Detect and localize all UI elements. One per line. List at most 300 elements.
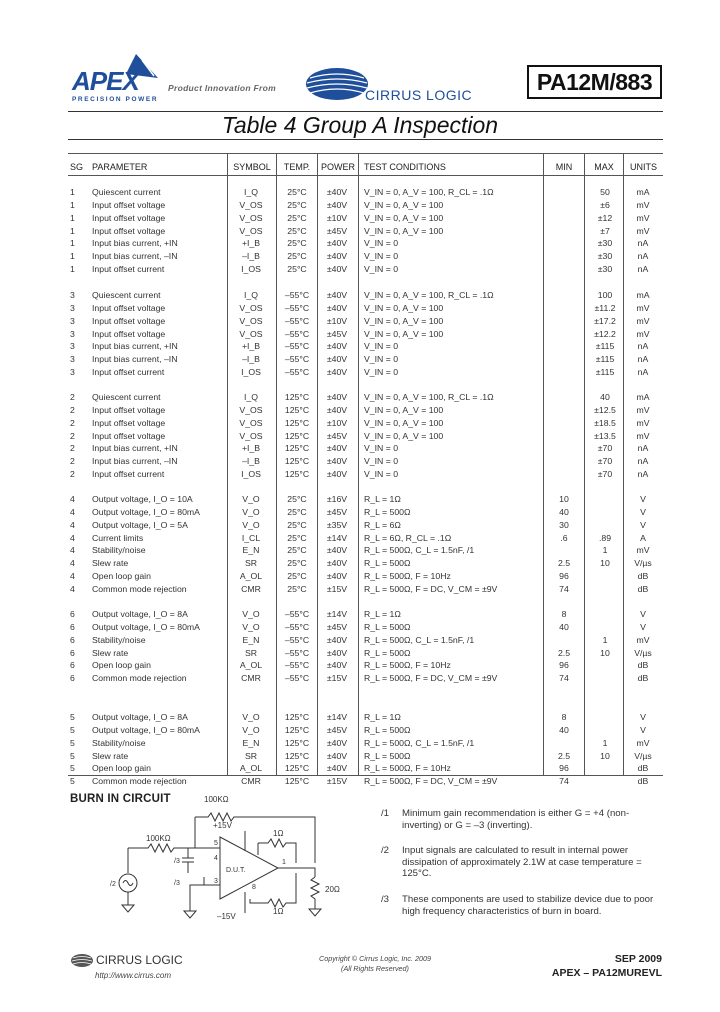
- copyright-line: Copyright © Cirrus Logic, Inc. 2009: [319, 954, 431, 963]
- cell-parameter: Input bias current, –IN: [92, 251, 178, 262]
- cell-sg: 2: [70, 443, 75, 454]
- cell-power: ±40V: [326, 660, 348, 671]
- cell-units: V: [640, 621, 646, 632]
- cell-sg: 2: [70, 456, 75, 467]
- cell-units: dB: [637, 571, 649, 582]
- cell-units: dB: [637, 763, 649, 774]
- table-header-rule: [68, 175, 663, 176]
- cell-power: ±40V: [326, 290, 348, 300]
- table-row: [0, 353, 720, 366]
- cell-symbol: +I_B: [241, 238, 261, 249]
- cell-units: mA: [636, 392, 650, 402]
- cell-test-conditions: R_L = 500Ω, F = 10Hz: [364, 571, 451, 582]
- cell-sg: 5: [70, 737, 75, 748]
- tagline: Product Innovation From: [168, 83, 276, 93]
- cell-sg: 6: [70, 634, 75, 645]
- cell-temp: 25°C: [287, 558, 307, 569]
- cell-parameter: Open loop gain: [92, 763, 151, 774]
- cell-parameter: Input bias current, –IN: [92, 456, 178, 467]
- label-pin3: 3: [214, 878, 218, 885]
- cell-parameter: Input offset voltage: [92, 302, 166, 313]
- part-number: PA12M/883: [527, 65, 662, 99]
- cell-sg: 4: [70, 532, 75, 543]
- cell-power: ±40V: [326, 763, 348, 774]
- label-pin5: 5: [214, 840, 218, 847]
- cell-test-conditions: R_L = 500Ω, F = 10Hz: [364, 763, 451, 774]
- cell-parameter: Common mode rejection: [92, 776, 187, 787]
- label-r-top: 1Ω: [273, 829, 284, 838]
- cell-symbol: V_O: [242, 494, 260, 504]
- table-row: [0, 493, 720, 506]
- cell-power: ±40V: [326, 558, 348, 569]
- cell-test-conditions: R_L = 500Ω: [364, 647, 411, 658]
- table-row: [0, 724, 720, 737]
- label-mark-cap2: /3: [174, 880, 180, 887]
- cell-sg: 1: [70, 225, 75, 236]
- cell-temp: –55°C: [284, 647, 310, 658]
- cell-max: 10: [600, 750, 610, 761]
- cell-parameter: Common mode rejection: [92, 673, 187, 684]
- cell-units: mV: [636, 430, 650, 441]
- footer-cirrus-mark: [70, 953, 94, 968]
- cell-min: 96: [559, 660, 569, 671]
- cell-temp: 25°C: [287, 238, 307, 249]
- cell-parameter: Open loop gain: [92, 660, 151, 671]
- footer-url[interactable]: http://www.cirrus.com: [95, 971, 172, 980]
- cell-max: 100: [597, 290, 613, 300]
- label-r-bottom: 1Ω: [273, 907, 284, 916]
- cell-temp: –55°C: [284, 609, 310, 619]
- cell-power: ±40V: [326, 634, 348, 645]
- cell-sg: 2: [70, 392, 75, 402]
- cell-min: 96: [559, 571, 569, 582]
- footer-copyright: [260, 954, 490, 974]
- header-min: MIN: [555, 162, 573, 172]
- cell-units: mV: [636, 302, 650, 313]
- cell-parameter: Input offset voltage: [92, 199, 166, 210]
- cell-max: ±12: [597, 212, 613, 223]
- cell-units: V: [640, 724, 646, 735]
- cell-temp: –55°C: [284, 315, 310, 326]
- cell-test-conditions: R_L = 500Ω, C_L = 1.5nF, /1: [364, 634, 475, 645]
- label-r-input: 100KΩ: [146, 834, 171, 843]
- label-pin8: 8: [252, 884, 256, 891]
- cell-temp: 125°C: [284, 712, 310, 722]
- cell-symbol: A_OL: [239, 763, 263, 774]
- cell-symbol: V_OS: [239, 315, 263, 326]
- cell-power: ±45V: [326, 328, 348, 339]
- cell-max: ±12.5: [594, 404, 616, 415]
- cell-sg: 1: [70, 199, 75, 210]
- cell-temp: 25°C: [287, 212, 307, 223]
- cell-sg: 6: [70, 673, 75, 684]
- cell-symbol: E_N: [242, 634, 260, 645]
- cell-test-conditions: R_L = 500Ω, F = DC, V_CM = ±9V: [364, 673, 498, 684]
- table-row: [0, 608, 720, 621]
- cell-parameter: Slew rate: [92, 750, 129, 761]
- table-row: [0, 672, 720, 685]
- cell-symbol: A_OL: [239, 660, 263, 671]
- cell-power: ±40V: [326, 443, 348, 454]
- cell-symbol: –I_B: [242, 251, 260, 262]
- cell-sg: 4: [70, 506, 75, 517]
- cell-symbol: I_CL: [241, 532, 261, 543]
- cell-symbol: V_OS: [239, 430, 263, 441]
- cell-symbol: +I_B: [241, 341, 261, 352]
- cell-sg: 3: [70, 302, 75, 313]
- cell-units: mV: [636, 199, 650, 210]
- cell-power: ±40V: [326, 302, 348, 313]
- cell-temp: 25°C: [287, 545, 307, 556]
- cell-max: 10: [600, 558, 610, 569]
- cell-power: ±40V: [326, 199, 348, 210]
- cell-max: 40: [600, 392, 610, 402]
- cell-min: 2.5: [557, 558, 571, 569]
- footer-date: SEP 2009: [614, 953, 662, 965]
- cell-test-conditions: V_IN = 0, A_V = 100, R_CL = .1Ω: [364, 392, 494, 402]
- cell-symbol: CMR: [241, 673, 261, 684]
- cell-units: nA: [637, 456, 649, 467]
- cell-temp: –55°C: [284, 621, 310, 632]
- cell-units: nA: [637, 341, 649, 352]
- cell-test-conditions: V_IN = 0: [364, 456, 399, 467]
- header-test-conditions: TEST CONDITIONS: [364, 162, 446, 172]
- cell-max: 1: [602, 737, 608, 748]
- cell-symbol: A_OL: [239, 571, 263, 582]
- cell-parameter: Quiescent current: [92, 392, 161, 402]
- table-row: [0, 328, 720, 341]
- cell-max: 1: [602, 634, 608, 645]
- note-3-text: These components are used to stabilize device due to poor high frequency characteristics of burn in board.: [402, 894, 654, 917]
- table-row: [0, 340, 720, 353]
- cell-units: dB: [637, 673, 649, 684]
- cell-min: 8: [561, 609, 567, 619]
- cell-sg: 5: [70, 763, 75, 774]
- cell-symbol: E_N: [242, 737, 260, 748]
- table-row: [0, 263, 720, 276]
- cell-units: A: [640, 532, 646, 543]
- cell-test-conditions: V_IN = 0: [364, 354, 399, 365]
- cell-symbol: I_OS: [241, 469, 261, 480]
- cell-power: ±40V: [326, 341, 348, 352]
- cell-power: ±15V: [326, 673, 348, 684]
- table-row: [0, 532, 720, 545]
- cell-power: ±40V: [326, 392, 348, 402]
- cell-symbol: V_OS: [239, 404, 263, 415]
- cell-max: ±115: [595, 341, 615, 352]
- cell-sg: 5: [70, 712, 75, 722]
- cell-temp: 25°C: [287, 199, 307, 210]
- cell-parameter: Input offset voltage: [92, 417, 166, 428]
- cell-parameter: Output voltage, I_O = 80mA: [92, 621, 200, 632]
- cell-power: ±40V: [326, 251, 348, 262]
- cell-max: ±7: [600, 225, 610, 236]
- table-row: [0, 775, 720, 788]
- cell-temp: –55°C: [284, 302, 310, 313]
- table-row: [0, 250, 720, 263]
- cell-parameter: Input offset voltage: [92, 315, 166, 326]
- cell-power: ±40V: [326, 456, 348, 467]
- cell-parameter: Slew rate: [92, 647, 129, 658]
- cell-parameter: Stability/noise: [92, 545, 146, 556]
- label-vplus: +15V: [213, 821, 232, 830]
- table-row: [0, 750, 720, 763]
- cell-sg: 2: [70, 417, 75, 428]
- cell-parameter: Output voltage, I_O = 80mA: [92, 506, 200, 517]
- cell-sg: 6: [70, 647, 75, 658]
- cell-test-conditions: V_IN = 0, A_V = 100: [364, 417, 444, 428]
- cell-units: V/µs: [634, 750, 652, 761]
- cell-sg: 2: [70, 404, 75, 415]
- table-row: [0, 289, 720, 302]
- cell-temp: –55°C: [284, 341, 310, 352]
- cell-test-conditions: V_IN = 0: [364, 238, 399, 249]
- cell-units: V: [640, 712, 646, 722]
- cell-power: ±45V: [326, 225, 348, 236]
- cell-temp: 25°C: [287, 532, 307, 543]
- table-row: [0, 404, 720, 417]
- cell-power: ±40V: [326, 187, 348, 197]
- cell-max: ±30: [597, 264, 613, 275]
- cell-power: ±45V: [326, 430, 348, 441]
- cell-test-conditions: V_IN = 0, A_V = 100: [364, 315, 444, 326]
- cell-symbol: SR: [244, 647, 258, 658]
- cell-symbol: SR: [244, 750, 258, 761]
- cell-test-conditions: R_L = 500Ω, C_L = 1.5nF, /1: [364, 737, 475, 748]
- table-top-rule: [68, 153, 663, 154]
- cell-symbol: V_OS: [239, 225, 263, 236]
- cell-parameter: Input bias current, +IN: [92, 341, 178, 352]
- cell-sg: 6: [70, 660, 75, 671]
- burn-in-title: BURN IN CIRCUIT: [70, 793, 171, 805]
- cell-parameter: Input offset current: [92, 469, 165, 480]
- cell-power: ±35V: [326, 519, 348, 530]
- cell-symbol: CMR: [241, 776, 261, 787]
- note-1-num: /1: [381, 808, 390, 819]
- cell-max: ±17.2: [594, 315, 616, 326]
- cell-symbol: CMR: [241, 583, 261, 594]
- label-r-feedback: 100KΩ: [204, 795, 229, 804]
- cell-sg: 1: [70, 264, 75, 275]
- cell-test-conditions: V_IN = 0: [364, 367, 399, 378]
- cell-temp: 25°C: [287, 187, 307, 197]
- cell-parameter: Output voltage, I_O = 8A: [92, 712, 188, 722]
- title-divider: [68, 139, 663, 140]
- header-symbol: SYMBOL: [233, 162, 271, 172]
- apex-logo-subtitle: PRECISION POWER: [72, 96, 159, 103]
- header-units: UNITS: [630, 162, 657, 172]
- cell-power: ±14V: [326, 712, 348, 722]
- cell-test-conditions: R_L = 500Ω: [364, 621, 411, 632]
- cell-units: mV: [636, 545, 650, 556]
- table-row: [0, 647, 720, 660]
- cell-max: 1: [602, 545, 608, 556]
- cell-units: nA: [637, 251, 649, 262]
- cell-sg: 6: [70, 609, 75, 619]
- cell-power: ±40V: [326, 264, 348, 275]
- cell-units: V: [640, 609, 646, 619]
- cell-symbol: V_OS: [239, 302, 263, 313]
- label-mark-src: /2: [110, 881, 116, 888]
- cell-min: 40: [559, 724, 569, 735]
- cell-power: ±40V: [326, 367, 348, 378]
- cell-power: ±45V: [326, 506, 348, 517]
- table-row: [0, 315, 720, 328]
- cell-parameter: Stability/noise: [92, 737, 146, 748]
- cell-sg: 1: [70, 187, 75, 197]
- cell-power: ±16V: [326, 494, 348, 504]
- cell-test-conditions: V_IN = 0, A_V = 100: [364, 212, 444, 223]
- cell-test-conditions: V_IN = 0, A_V = 100, R_CL = .1Ω: [364, 290, 494, 300]
- cell-symbol: V_OS: [239, 212, 263, 223]
- burn-in-schematic: [100, 793, 365, 930]
- cell-test-conditions: R_L = 500Ω: [364, 506, 411, 517]
- cell-parameter: Stability/noise: [92, 634, 146, 645]
- cell-parameter: Input bias current, –IN: [92, 354, 178, 365]
- cell-temp: 25°C: [287, 251, 307, 262]
- cell-min: 96: [559, 763, 569, 774]
- cell-units: V/µs: [634, 558, 652, 569]
- cell-units: mV: [636, 328, 650, 339]
- table-row: [0, 442, 720, 455]
- cell-max: ±70: [597, 456, 613, 467]
- table-row: [0, 621, 720, 634]
- cell-temp: 125°C: [284, 443, 310, 454]
- cell-max: ±6: [600, 199, 610, 210]
- table-row: [0, 762, 720, 775]
- cell-symbol: V_O: [242, 724, 260, 735]
- cell-symbol: I_Q: [243, 290, 258, 300]
- cell-min: 2.5: [557, 750, 571, 761]
- cell-temp: 125°C: [284, 750, 310, 761]
- note-2-num: /2: [381, 845, 390, 856]
- cell-power: ±45V: [326, 621, 348, 632]
- cell-sg: 4: [70, 494, 75, 504]
- cell-symbol: I_Q: [243, 187, 258, 197]
- label-pin4: 4: [214, 855, 218, 862]
- cell-test-conditions: V_IN = 0: [364, 469, 399, 480]
- table-row: [0, 468, 720, 481]
- cell-max: ±30: [597, 238, 613, 249]
- cell-symbol: V_OS: [239, 417, 263, 428]
- cell-symbol: V_O: [242, 609, 260, 619]
- table-row: [0, 506, 720, 519]
- cell-min: 40: [559, 621, 569, 632]
- cell-temp: 25°C: [287, 264, 307, 275]
- cell-sg: 3: [70, 354, 75, 365]
- table-row: [0, 583, 720, 596]
- cell-parameter: Slew rate: [92, 558, 129, 569]
- cell-parameter: Common mode rejection: [92, 583, 187, 594]
- cell-temp: 25°C: [287, 571, 307, 582]
- cell-power: ±40V: [326, 469, 348, 480]
- table-row: [0, 391, 720, 404]
- cell-temp: –55°C: [284, 634, 310, 645]
- cell-sg: 3: [70, 341, 75, 352]
- cell-temp: 125°C: [284, 417, 310, 428]
- cell-units: nA: [637, 469, 649, 480]
- cell-parameter: Input offset voltage: [92, 212, 166, 223]
- cell-power: ±14V: [326, 609, 348, 619]
- cell-parameter: Input bias current, +IN: [92, 443, 178, 454]
- label-r-load: 20Ω: [325, 885, 340, 894]
- header-parameter: PARAMETER: [92, 162, 148, 172]
- cell-temp: 125°C: [284, 430, 310, 441]
- cell-temp: 125°C: [284, 763, 310, 774]
- cell-temp: 125°C: [284, 469, 310, 480]
- cell-max: .89: [598, 532, 612, 543]
- header-power: POWER: [320, 162, 355, 172]
- label-pin1: 1: [282, 859, 286, 866]
- cell-parameter: Input offset voltage: [92, 430, 166, 441]
- cell-test-conditions: V_IN = 0, A_V = 100: [364, 302, 444, 313]
- cell-temp: –55°C: [284, 660, 310, 671]
- cirrus-logo-text: CIRRUS LOGIC: [365, 87, 473, 103]
- label-mark-cap: /3: [174, 858, 180, 865]
- cell-units: V/µs: [634, 647, 652, 658]
- table-row: [0, 417, 720, 430]
- cell-test-conditions: V_IN = 0, A_V = 100, R_CL = .1Ω: [364, 187, 494, 197]
- cell-sg: 4: [70, 583, 75, 594]
- cell-symbol: +I_B: [241, 443, 261, 454]
- cell-symbol: I_Q: [243, 392, 258, 402]
- cell-temp: 25°C: [287, 494, 307, 504]
- cell-symbol: V_OS: [239, 199, 263, 210]
- cell-parameter: Current limits: [92, 532, 144, 543]
- cell-sg: 6: [70, 621, 75, 632]
- table-row: [0, 544, 720, 557]
- cell-power: ±15V: [326, 776, 348, 787]
- cell-parameter: Output voltage, I_O = 10A: [92, 494, 193, 504]
- note-3-num: /3: [381, 894, 390, 905]
- table-row: [0, 212, 720, 225]
- cell-min: 8: [561, 712, 567, 722]
- cell-units: mV: [636, 417, 650, 428]
- cell-power: ±45V: [326, 724, 348, 735]
- cell-temp: –55°C: [284, 367, 310, 378]
- cell-symbol: I_OS: [241, 367, 261, 378]
- cell-sg: 4: [70, 519, 75, 530]
- cirrus-logo-mark: [302, 64, 372, 104]
- cell-min: 74: [559, 673, 569, 684]
- cell-symbol: –I_B: [242, 354, 260, 365]
- cell-min: .6: [560, 532, 568, 543]
- cell-temp: –55°C: [284, 673, 310, 684]
- label-vminus: –15V: [217, 912, 236, 921]
- cell-symbol: SR: [244, 558, 258, 569]
- table-row: [0, 199, 720, 212]
- table-row: [0, 430, 720, 443]
- cell-sg: 4: [70, 545, 75, 556]
- cell-units: nA: [637, 443, 649, 454]
- cell-parameter: Output voltage, I_O = 5A: [92, 519, 188, 530]
- table-row: [0, 570, 720, 583]
- table-row: [0, 634, 720, 647]
- cell-power: ±15V: [326, 583, 348, 594]
- cell-power: ±10V: [326, 315, 348, 326]
- cell-test-conditions: V_IN = 0, A_V = 100: [364, 225, 444, 236]
- cell-units: dB: [637, 776, 649, 787]
- cell-units: nA: [637, 367, 649, 378]
- table-row: [0, 557, 720, 570]
- cell-temp: 125°C: [284, 456, 310, 467]
- cell-symbol: –I_B: [242, 456, 260, 467]
- cell-test-conditions: V_IN = 0, A_V = 100: [364, 404, 444, 415]
- table-row: [0, 659, 720, 672]
- cell-parameter: Output voltage, I_O = 80mA: [92, 724, 200, 735]
- cell-sg: 2: [70, 469, 75, 480]
- table-row: [0, 237, 720, 250]
